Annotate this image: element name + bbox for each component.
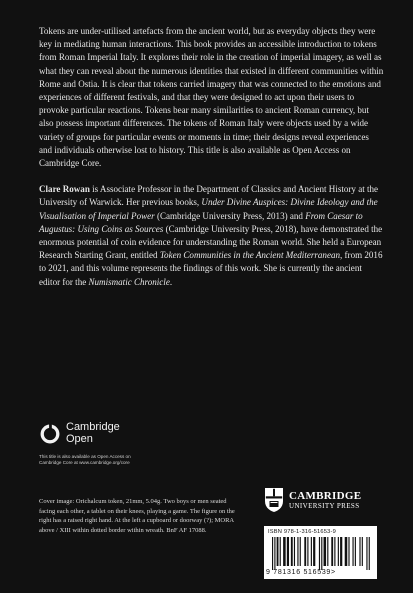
barcode-bar xyxy=(327,537,328,566)
university-shield-icon xyxy=(264,487,284,513)
barcode-bar xyxy=(366,537,367,570)
barcode-bar xyxy=(277,537,279,566)
isbn-label: ISBN 978-1-316-51653-9 xyxy=(268,529,336,535)
open-access-block xyxy=(39,422,239,466)
barcode-bar xyxy=(319,537,320,570)
barcode-bar xyxy=(355,537,356,566)
barcode-bar xyxy=(345,537,348,566)
barcode-bar xyxy=(352,537,353,566)
barcode-bar xyxy=(283,537,286,566)
barcode-bar xyxy=(348,537,349,566)
barcode-bar xyxy=(300,537,301,566)
barcode-bar xyxy=(362,537,363,566)
open-access-circle-icon xyxy=(39,423,61,445)
barcode-bar xyxy=(331,537,333,566)
barcode-bars xyxy=(272,537,371,570)
publisher-subtitle: UNIVERSITY PRESS xyxy=(289,501,360,510)
book-title-under-divine-auspices: Under Divine Auspices: Divine Ideology and the Visualisation of Imperial Power xyxy=(39,197,378,221)
barcode-bar xyxy=(294,537,295,566)
ean-addon-marker: > xyxy=(331,569,336,576)
barcode-bar xyxy=(287,537,289,566)
barcode-bar xyxy=(274,537,275,570)
book-title-from-caesar-to-augustus: From Caesar to Augustus: Using Coins as Sources xyxy=(39,210,363,234)
barcode-bar xyxy=(304,537,306,566)
cover-image-caption: Cover image: Orichalcum token, 21mm, 5.04g. Two boys or men seated facing each other, a tablet on their knees, playing a game. The figure on the right has a raised right hand. At the left a cupboard or doorway (?); MORA above / XIII within dotted border within wreath. BnF AF 17088. xyxy=(39,498,235,534)
author-bio-text: , from 2016 to 2021, and this volume represents the findings of this work. She is currently the ancient editor for the xyxy=(39,250,383,287)
barcode-bar xyxy=(272,537,273,570)
publisher-name: CAMBRIDGE xyxy=(289,489,362,502)
barcode-bar xyxy=(338,537,339,566)
barcode-bar xyxy=(324,537,327,566)
barcode-bar xyxy=(334,537,335,566)
barcode-bar xyxy=(340,537,342,566)
open-access-note-line: This title is also available as Open Access on xyxy=(39,454,131,459)
barcode-bar xyxy=(359,537,360,566)
barcode-bar xyxy=(311,537,312,566)
open-access-note-line: Cambridge Core at www.cambridge.org/core xyxy=(39,460,130,466)
ean-digits: 9 781316 516539 xyxy=(266,569,331,576)
barcode-bar xyxy=(313,537,315,566)
author-name: Clare Rowan xyxy=(39,184,90,195)
author-bio-text: (Cambridge University Press, 2013) and xyxy=(154,210,306,221)
cambridge-open-brand-line1: Cambridge xyxy=(66,421,120,433)
author-bio-text: (Cambridge University Press, 2018), have demonstrated the enormous potential of coin evidence for understanding the Roman world. She held a European Research Starting Grant, entitled xyxy=(39,223,383,261)
isbn-barcode xyxy=(264,526,377,579)
cambridge-university-press-logo xyxy=(264,487,376,513)
author-bio-text: . xyxy=(169,276,173,287)
author-bio-paragraph xyxy=(39,183,384,289)
barcode-bar xyxy=(307,537,308,566)
barcode-bar xyxy=(297,537,298,566)
barcode-bar xyxy=(369,537,370,570)
cambridge-open-brand-line2: Open xyxy=(66,432,93,445)
barcode-bar xyxy=(291,537,293,566)
grant-title: Token Communities in the Ancient Mediterranean xyxy=(159,250,341,261)
cambridge-open-logo xyxy=(39,422,239,445)
back-cover-blurb xyxy=(39,25,384,289)
description-paragraph: Tokens are under-utilised artefacts from the ancient world, but as everyday objects they were key in mediating human interactions. This book provides an accessible introduction to tokens from Roman Imperial Italy. It explores their role in the creation of imperial imagery, as well as what they can reveal about the numerous identities that existed in different communities within Rome and Ostia. It is clear that tokens carried imagery that was connected to the emotions and experiences of different festivals, and that they were designed to act upon their users to provoke particular reactions. Tokens bear many similarities to ancient Roman currency, but also possess important differences. The tokens of Roman Italy were objects used by a wide variety of groups for particular events or moments in time; their designs reveal experiences and individuals otherwise lost to history. This title is also available as Open Access on Cambridge Core. xyxy=(39,26,384,169)
author-bio-text: is Associate Professor in the Department of Classics and Ancient History at the University of Warwick. Her previous books, xyxy=(39,184,379,208)
barcode-bar xyxy=(280,537,281,566)
open-access-note xyxy=(39,454,189,466)
journal-title: Numismatic Chronicle xyxy=(88,276,170,287)
barcode-bar xyxy=(321,537,322,570)
